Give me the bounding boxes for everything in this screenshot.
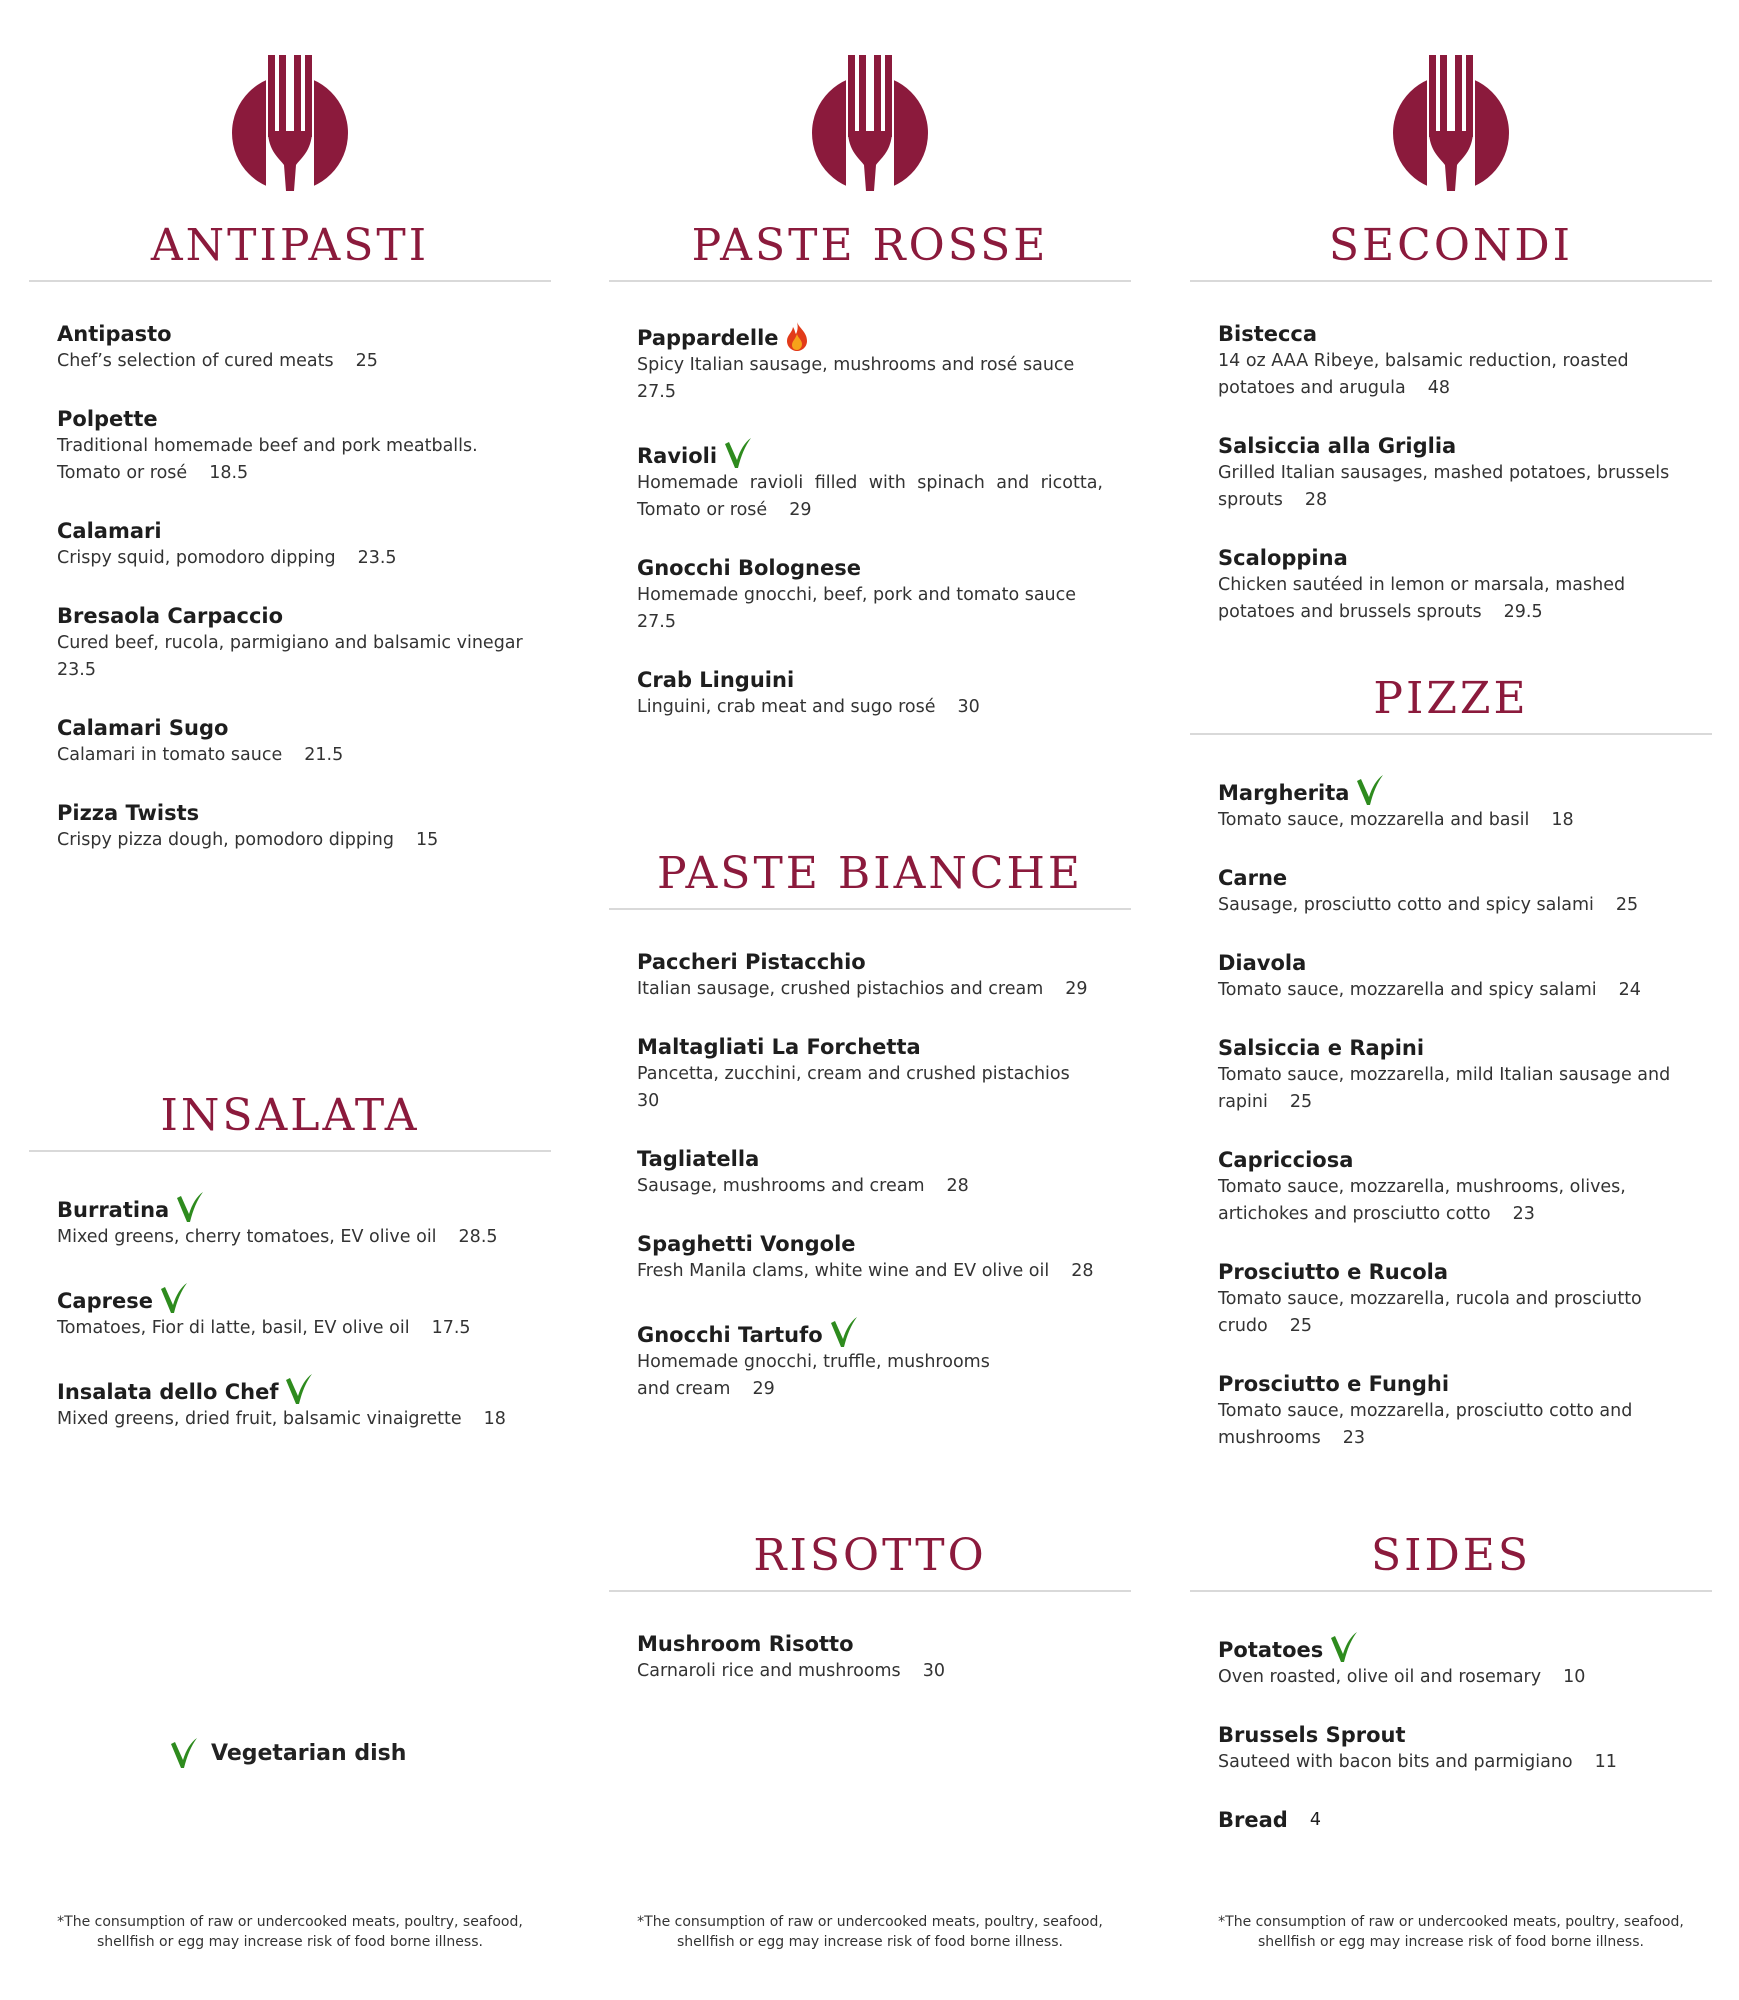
fork-plate-icon <box>808 55 932 191</box>
menu-item <box>637 1230 1103 1285</box>
section-antipasti <box>29 218 551 884</box>
item-name: Capricciosa <box>1218 1148 1354 1172</box>
item-price: 27.5 <box>637 382 676 402</box>
menu-item <box>1218 320 1684 402</box>
section-title: SECONDI <box>1328 220 1574 271</box>
footnote: *The consumption of raw or undercooked meats, poultry, seafood, shellfish or egg may increase risk of food borne illness. <box>1218 1914 1684 1950</box>
menu-item <box>637 666 1103 721</box>
section-paste-rosse <box>609 218 1131 751</box>
item-price: 21.5 <box>304 745 344 765</box>
menu-item <box>57 714 523 769</box>
item-name: Calamari <box>57 519 162 543</box>
item-name: Bistecca <box>1218 322 1318 346</box>
leaf-v-icon <box>723 436 753 470</box>
item-price: 28 <box>1304 490 1328 510</box>
item-desc: Mixed greens, cherry tomatoes, EV olive oil <box>57 1227 437 1247</box>
item-desc: Cured beef, rucola, parmigiano and balsamic vinegar <box>57 633 523 653</box>
item-price: 24 <box>1618 980 1641 1000</box>
leaf-v-icon <box>1329 1630 1359 1664</box>
item-price: 11 <box>1594 1752 1617 1772</box>
item-name: Potatoes <box>1218 1638 1324 1662</box>
item-price: 4 <box>1309 1810 1321 1830</box>
item-desc: Italian sausage, crushed pistachios and cream <box>637 979 1044 999</box>
item-desc: Mixed greens, dried fruit, balsamic vinaigrette <box>57 1409 462 1429</box>
menu-item <box>57 1281 523 1342</box>
item-desc: Sausage, prosciutto cotto and spicy salami <box>1218 895 1594 915</box>
menu-column-middle <box>609 0 1131 2000</box>
footnote: *The consumption of raw or undercooked meats, poultry, seafood, shellfish or egg may increase risk of food borne illness. <box>57 1914 523 1950</box>
item-price: 23.5 <box>357 548 397 568</box>
item-name: Bresaola Carpaccio <box>57 604 284 628</box>
menu-column-right <box>1190 0 1712 2000</box>
item-name: Brussels Sprout <box>1218 1723 1406 1747</box>
menu-item <box>1218 1721 1684 1776</box>
item-name: Tagliatella <box>637 1147 760 1171</box>
item-price: 27.5 <box>637 612 676 632</box>
item-price: 23 <box>1512 1204 1535 1224</box>
item-name: Ravioli <box>637 444 718 468</box>
item-desc: Spicy Italian sausage, mushrooms and rosé sauce <box>637 355 1075 375</box>
item-name: Salsiccia alla Griglia <box>1218 434 1457 458</box>
item-name: Pizza Twists <box>57 801 200 825</box>
item-price: 10 <box>1563 1667 1586 1687</box>
item-name: Carne <box>1218 866 1288 890</box>
item-price: 30 <box>957 697 980 717</box>
item-desc: Tomato sauce, mozzarella, prosciutto cotto and mushrooms <box>1218 1401 1633 1448</box>
item-desc: Chicken sautéed in lemon or marsala, mashed potatoes and brussels sprouts <box>1218 575 1626 622</box>
menu-item <box>1218 949 1684 1004</box>
leaf-v-icon <box>284 1372 314 1406</box>
item-price: 28 <box>1071 1261 1094 1281</box>
menu-column-left <box>29 0 551 2000</box>
item-name: Caprese <box>57 1289 153 1313</box>
item-price: 25 <box>1289 1092 1313 1112</box>
item-price: 28 <box>946 1176 969 1196</box>
item-desc: Grilled Italian sausages, mashed potatoes, brussels sprouts <box>1218 463 1670 510</box>
item-price: 18.5 <box>209 463 249 483</box>
section-title: INSALATA <box>160 1090 420 1141</box>
section-insalata <box>29 1088 551 1463</box>
item-name: Margherita <box>1218 781 1350 805</box>
item-name: Prosciutto e Rucola <box>1218 1260 1449 1284</box>
item-desc: Homemade gnocchi, truffle, mushrooms and cream <box>637 1352 990 1399</box>
menu-item <box>637 436 1103 524</box>
menu-item <box>1218 1370 1684 1452</box>
section-title: ANTIPASTI <box>150 220 430 271</box>
item-price: 30 <box>922 1661 945 1681</box>
item-name: Diavola <box>1218 951 1307 975</box>
section-title: SIDES <box>1370 1530 1532 1581</box>
menu-item <box>637 320 1103 406</box>
menu-item <box>57 1372 523 1433</box>
item-desc: Tomato sauce, mozzarella, mushrooms, olives, artichokes and prosciutto cotto <box>1218 1177 1626 1224</box>
menu-item <box>1218 1258 1684 1340</box>
item-desc: Oven roasted, olive oil and rosemary <box>1218 1667 1542 1687</box>
menu-item <box>1218 544 1684 626</box>
item-price: 18 <box>1551 810 1574 830</box>
item-price: 23 <box>1342 1428 1366 1448</box>
section-paste-bianche <box>609 846 1131 1433</box>
menu-item <box>1218 432 1684 514</box>
menu-item <box>637 1315 1103 1403</box>
leaf-v-icon <box>175 1190 205 1224</box>
item-desc: Carnaroli rice and mushrooms <box>637 1661 901 1681</box>
section-sides <box>1190 1528 1712 1864</box>
item-desc: Crispy pizza dough, pomodoro dipping <box>57 830 394 850</box>
item-name: Maltagliati La Forchetta <box>637 1035 921 1059</box>
fork-plate-icon <box>228 55 352 191</box>
section-title: PIZZE <box>1373 673 1529 724</box>
item-price: 15 <box>416 830 439 850</box>
item-price: 25 <box>355 351 378 371</box>
menu-item <box>57 799 523 854</box>
item-name: Pappardelle <box>637 326 779 350</box>
menu-item <box>57 517 523 572</box>
item-desc: Traditional homemade beef and pork meatballs. Tomato or rosé <box>57 436 478 483</box>
fork-plate-icon <box>1389 55 1513 191</box>
leaf-v-icon <box>829 1315 859 1349</box>
item-name: Burratina <box>57 1198 170 1222</box>
item-desc: Chef’s selection of cured meats <box>57 351 334 371</box>
item-desc: Fresh Manila clams, white wine and EV olive oil <box>637 1261 1050 1281</box>
item-name: Antipasto <box>57 322 172 346</box>
item-desc: Homemade ravioli filled with spinach and ricotta, Tomato or rosé <box>637 473 1103 520</box>
leaf-v-icon <box>1355 773 1385 807</box>
item-price: 17.5 <box>431 1318 471 1338</box>
item-name: Polpette <box>57 407 158 431</box>
legend-label: Vegetarian dish <box>211 1740 407 1766</box>
item-name: Prosciutto e Funghi <box>1218 1372 1450 1396</box>
item-name: Paccheri Pistacchio <box>637 950 866 974</box>
menu-item <box>637 948 1103 1003</box>
menu-item <box>57 320 523 375</box>
menu-item <box>1218 1034 1684 1116</box>
section-risotto <box>609 1528 1131 1715</box>
item-name: Crab Linguini <box>637 668 795 692</box>
item-desc: Tomatoes, Fior di latte, basil, EV olive oil <box>57 1318 410 1338</box>
item-name: Bread <box>1218 1808 1288 1832</box>
menu-item <box>57 1190 523 1251</box>
section-title: PASTE BIANCHE <box>656 848 1084 899</box>
item-desc: Sauteed with bacon bits and parmigiano <box>1218 1752 1573 1772</box>
item-price: 29 <box>752 1379 775 1399</box>
item-price: 23.5 <box>57 660 96 680</box>
item-name: Insalata dello Chef <box>57 1380 279 1404</box>
item-desc: Tomato sauce, mozzarella and basil <box>1218 810 1530 830</box>
menu-item <box>57 405 523 487</box>
section-secondi <box>1190 218 1712 656</box>
item-name: Calamari Sugo <box>57 716 229 740</box>
menu-item <box>637 1145 1103 1200</box>
item-name: Salsiccia e Rapini <box>1218 1036 1425 1060</box>
menu-item <box>1218 1146 1684 1228</box>
menu-item <box>1218 864 1684 919</box>
item-name: Spaghetti Vongole <box>637 1232 856 1256</box>
item-desc: 14 oz AAA Ribeye, balsamic reduction, roasted potatoes and arugula <box>1218 351 1629 398</box>
footnote: *The consumption of raw or undercooked meats, poultry, seafood, shellfish or egg may increase risk of food borne illness. <box>637 1914 1103 1950</box>
leaf-v-icon <box>159 1281 189 1315</box>
flame-icon <box>783 320 811 352</box>
item-desc: Homemade gnocchi, beef, pork and tomato sauce <box>637 585 1077 605</box>
item-desc: Tomato sauce, mozzarella, rucola and prosciutto crudo <box>1218 1289 1642 1336</box>
item-price: 25 <box>1615 895 1639 915</box>
item-name: Scaloppina <box>1218 546 1348 570</box>
item-name: Gnocchi Tartufo <box>637 1323 823 1347</box>
item-price: 18 <box>483 1409 506 1429</box>
item-desc: Linguini, crab meat and sugo rosé <box>637 697 936 717</box>
item-desc: Tomato sauce, mozzarella and spicy salami <box>1218 980 1597 1000</box>
item-price: 28.5 <box>458 1227 498 1247</box>
item-price: 29 <box>1065 979 1088 999</box>
menu-item <box>637 554 1103 636</box>
item-desc: Tomato sauce, mozzarella, mild Italian sausage and rapini <box>1218 1065 1671 1112</box>
menu-item <box>1218 773 1684 834</box>
item-name: Mushroom Risotto <box>637 1632 854 1656</box>
menu-item <box>1218 1630 1684 1691</box>
item-price: 25 <box>1289 1316 1313 1336</box>
menu-item <box>637 1630 1103 1685</box>
item-desc: Calamari in tomato sauce <box>57 745 283 765</box>
menu-item <box>57 602 523 684</box>
item-price: 48 <box>1427 378 1450 398</box>
item-price: 30 <box>637 1091 660 1111</box>
item-price: 29.5 <box>1503 602 1543 622</box>
leaf-v-icon <box>169 1736 199 1770</box>
menu-item <box>637 1033 1103 1115</box>
section-pizze <box>1190 671 1712 1482</box>
item-price: 29 <box>789 500 812 520</box>
section-title: PASTE ROSSE <box>691 220 1049 271</box>
vegetarian-legend <box>169 1736 406 1770</box>
item-desc: Crispy squid, pomodoro dipping <box>57 548 336 568</box>
menu-item <box>1218 1806 1684 1834</box>
section-title: RISOTTO <box>753 1530 987 1581</box>
item-desc: Pancetta, zucchini, cream and crushed pistachios <box>637 1064 1070 1084</box>
item-name: Gnocchi Bolognese <box>637 556 861 580</box>
item-desc: Sausage, mushrooms and cream <box>637 1176 925 1196</box>
